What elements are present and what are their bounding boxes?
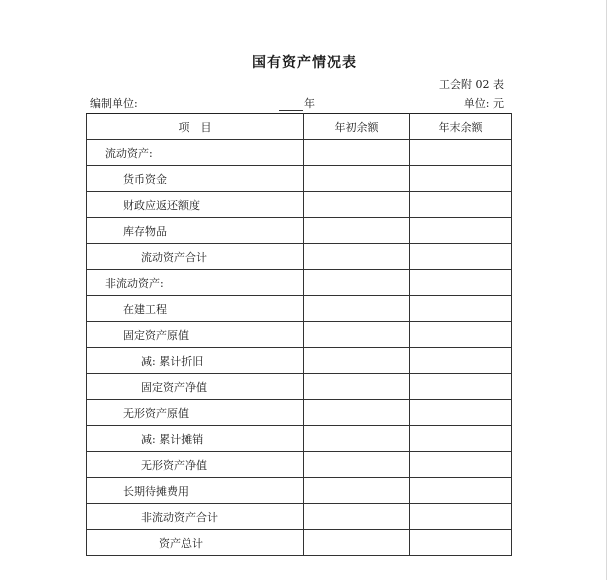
row-label: 在建工程 [87, 296, 304, 322]
row-label: 资产总计 [87, 530, 304, 556]
opening-balance-cell[interactable] [304, 192, 410, 218]
closing-balance-cell[interactable] [410, 192, 512, 218]
opening-balance-cell[interactable] [304, 348, 410, 374]
page-border [606, 0, 607, 580]
preparing-unit-label: 编制单位: [90, 97, 138, 110]
closing-balance-cell[interactable] [410, 426, 512, 452]
table-row [87, 348, 512, 374]
row-label: 无形资产原值 [87, 400, 304, 426]
currency-unit-label: 单位: 元 [463, 97, 504, 110]
closing-balance-cell[interactable] [410, 400, 512, 426]
closing-balance-cell[interactable] [410, 166, 512, 192]
opening-balance-cell[interactable] [304, 218, 410, 244]
opening-balance-cell[interactable] [304, 374, 410, 400]
table-row [87, 504, 512, 530]
opening-balance-cell[interactable] [304, 478, 410, 504]
report-title: 国有资产情况表 [252, 55, 357, 71]
closing-balance-cell[interactable] [410, 530, 512, 556]
closing-balance-cell[interactable] [410, 218, 512, 244]
row-label: 库存物品 [87, 218, 304, 244]
opening-balance-cell[interactable] [304, 166, 410, 192]
table-row [87, 400, 512, 426]
closing-balance-cell[interactable] [410, 478, 512, 504]
opening-balance-cell[interactable] [304, 504, 410, 530]
form-code: 工会附 02 表 [439, 78, 504, 91]
opening-balance-cell[interactable] [304, 270, 410, 296]
opening-balance-cell[interactable] [304, 400, 410, 426]
row-label: 长期待摊费用 [87, 478, 304, 504]
table-row [87, 478, 512, 504]
opening-balance-cell[interactable] [304, 322, 410, 348]
row-label: 减: 累计摊销 [87, 426, 304, 452]
row-label: 财政应返还额度 [87, 192, 304, 218]
closing-balance-cell[interactable] [410, 452, 512, 478]
asset-table [86, 113, 512, 556]
row-label: 货币资金 [87, 166, 304, 192]
opening-balance-cell[interactable] [304, 140, 410, 166]
closing-balance-cell[interactable] [410, 504, 512, 530]
opening-balance-cell[interactable] [304, 426, 410, 452]
table-row [87, 140, 512, 166]
row-label: 非流动资产合计 [87, 504, 304, 530]
row-label: 无形资产净值 [87, 452, 304, 478]
closing-balance-cell[interactable] [410, 244, 512, 270]
column-header-item: 项 目 [87, 114, 304, 140]
table-row [87, 270, 512, 296]
table-row [87, 322, 512, 348]
closing-balance-cell[interactable] [410, 374, 512, 400]
column-header-opening-balance: 年初余额 [304, 114, 410, 140]
opening-balance-cell[interactable] [304, 296, 410, 322]
closing-balance-cell[interactable] [410, 270, 512, 296]
row-label: 固定资产净值 [87, 374, 304, 400]
table-row [87, 166, 512, 192]
opening-balance-cell[interactable] [304, 452, 410, 478]
table-row [87, 192, 512, 218]
row-label: 非流动资产: [87, 270, 304, 296]
row-label: 减: 累计折旧 [87, 348, 304, 374]
column-header-closing-balance: 年末余额 [410, 114, 512, 140]
opening-balance-cell[interactable] [304, 244, 410, 270]
closing-balance-cell[interactable] [410, 348, 512, 374]
table-row [87, 452, 512, 478]
table-row [87, 244, 512, 270]
year-field[interactable] [279, 95, 315, 111]
opening-balance-cell[interactable] [304, 530, 410, 556]
closing-balance-cell[interactable] [410, 296, 512, 322]
year-label: 年 [304, 97, 315, 110]
row-label: 流动资产合计 [87, 244, 304, 270]
table-row [87, 296, 512, 322]
year-blank[interactable] [279, 99, 303, 111]
table-row [87, 374, 512, 400]
row-label: 固定资产原值 [87, 322, 304, 348]
table-row [87, 530, 512, 556]
closing-balance-cell[interactable] [410, 140, 512, 166]
table-row [87, 426, 512, 452]
table-header-row [87, 114, 512, 140]
report-meta [90, 95, 504, 109]
table-row [87, 218, 512, 244]
closing-balance-cell[interactable] [410, 322, 512, 348]
row-label: 流动资产: [87, 140, 304, 166]
